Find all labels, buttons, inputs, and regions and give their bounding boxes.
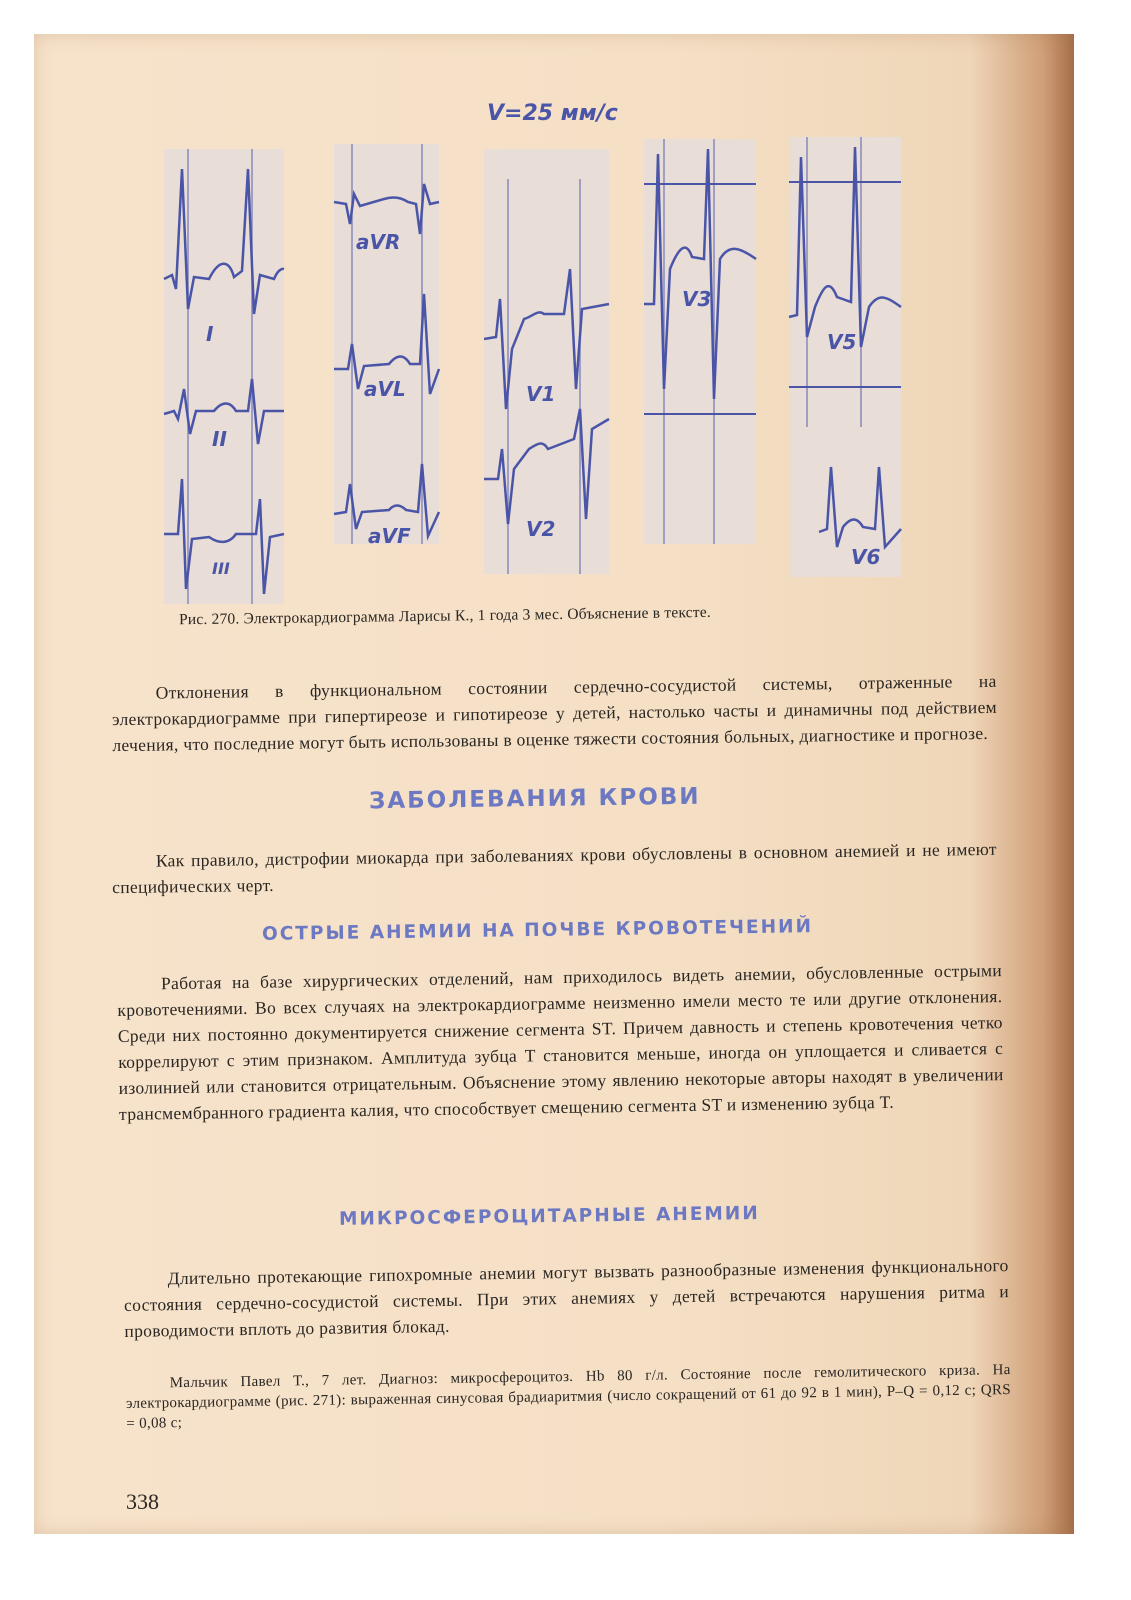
lead-label-aVL: aVL — [364, 377, 406, 401]
book-page — [34, 34, 1074, 1534]
lead-label-V1: V1 — [526, 382, 556, 406]
lead-label-III: III — [212, 559, 230, 578]
ecg-trace-limb-leads — [164, 149, 284, 604]
ecg-trace-V1-V2 — [484, 149, 609, 574]
ecg-trace-V3 — [644, 139, 756, 544]
lead-label-aVF: aVF — [368, 524, 411, 548]
microspherocytic-anemia-paragraph: Длительно протекающие гипохромные анемии могут вызвать разнообразные изменения функционального состояния сердечно-сосудистой системы. При этих анемиях у детей встречаются нарушения ритма и проводимости вплоть до развития блокад. — [123, 1255, 1010, 1341]
lead-label-aVR: aVR — [356, 230, 401, 254]
ecg-strip-V5-V6 — [789, 137, 901, 577]
lead-label-I: I — [206, 322, 214, 346]
intro-paragraph: Отклонения в функциональном состоянии сердечно-сосудистой системы, отраженные на электрокардиограмме при гипертиреозе и гипотиреозе у детей, настолько часты и динамичны под действием лечения, что последние могут быть использованы в оценке тяжести состояния больных, диагностике и прогнозе. — [111, 670, 998, 756]
acute-anemia-paragraph: Работая на базе хирургических отделений, нам приходилось видеть анемии, обусловленные острыми кровотечениями. Во всех случаях на электрокардиограмме неизменно имели место те или другие отклонения. Среди них постоянно документируется снижение сегмента ST. Причем давность и степень кровотечения четко коррелируют с этим признаком. Амплитуда зубца T становится меньше, иногда он уплощается и сливается с изолинией или становится отрицательным. Объяснение этому явлению некоторые авторы находят в увеличении трансмембранного градиента калия, что способствует смещению сегмента ST и изменению зубца T. — [117, 960, 1004, 1124]
section-intro-paragraph: Как правило, дистрофии миокарда при заболеваниях крови обусловлены в основном анемией и не имеют специфических черт. — [112, 838, 997, 898]
page-number: 338 — [126, 1489, 159, 1514]
lead-label-V3: V3 — [682, 287, 712, 311]
ecg-trace-V5-V6 — [789, 137, 901, 577]
lead-label-V6: V6 — [851, 545, 881, 569]
section-title: ЗАБОЛЕВАНИЯ КРОВИ — [368, 783, 701, 815]
ecg-strip-limb-leads — [164, 149, 284, 604]
subsection-title-microspherocytic-anemia: МИКРОСФЕРОЦИТАРНЫЕ АНЕМИИ — [338, 1203, 760, 1230]
lead-label-V5: V5 — [827, 330, 857, 354]
ecg-trace-augmented-leads — [334, 144, 439, 548]
case-report-paragraph: Мальчик Павел Т., 7 лет. Диагноз: микросфероцитоз. Hb 80 г/л. Состояние после гемолитического криза. На электрокардиограмме (рис. 271): выраженная синусовая брадиаритмия (число сокращений от 61 до 92 в 1 мин), P–Q = 0,12 с; QRS = 0,08 с; — [125, 1362, 1012, 1432]
lead-label-II: II — [212, 427, 227, 451]
ecg-figure — [164, 99, 954, 599]
lead-label-V2: V2 — [526, 517, 556, 541]
ecg-strip-V3 — [644, 139, 756, 544]
ecg-strip-V1-V2 — [484, 149, 609, 574]
figure-caption: Рис. 270. Электрокардиограмма Ларисы К., 1 года 3 мес. Объяснение в тексте. — [178, 603, 712, 629]
paper-speed-label: V=25 мм/с — [487, 101, 618, 126]
ecg-strip-augmented-leads — [334, 144, 439, 548]
subsection-title-acute-anemia: ОСТРЫЕ АНЕМИИ НА ПОЧВЕ КРОВОТЕЧЕНИЙ — [261, 916, 814, 945]
